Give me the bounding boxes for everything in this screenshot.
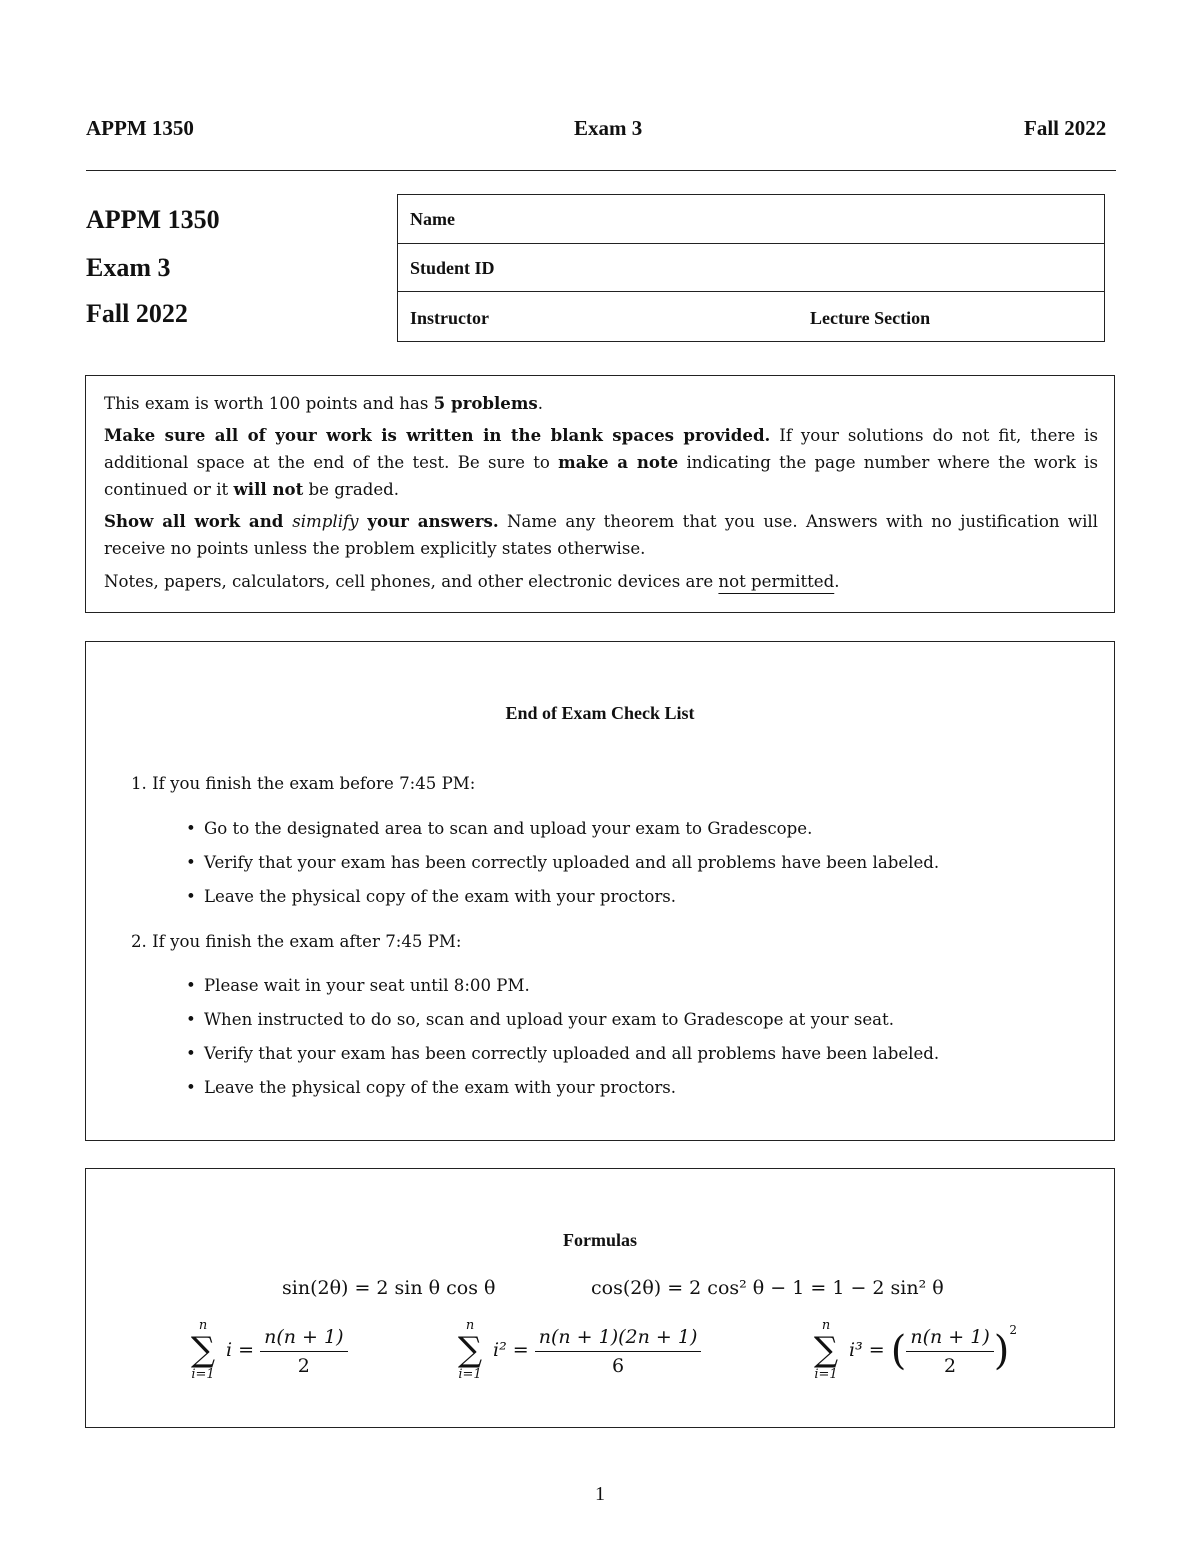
list-item: • When instructed to do so, scan and upload your exam to Gradescope at your seat.	[204, 1010, 894, 1029]
cos-double-angle-formula: cos(2θ) = 2 cos² θ − 1 = 1 − 2 sin² θ	[591, 1277, 944, 1299]
checklist-item-2: 2. If you finish the exam after 7:45 PM:	[131, 932, 462, 951]
title-exam: Exam 3	[86, 253, 171, 282]
sum-i-squared-formula: n ∑ i=1 i² = $\frac{n(n + 1)(2n + 1)}{6}$	[453, 1319, 701, 1383]
instructions-devices: Notes, papers, calculators, cell phones, and other electronic devices are not permitted.	[104, 572, 840, 591]
header-term: Fall 2022	[1024, 116, 1107, 140]
header-exam: Exam 3	[574, 116, 643, 140]
formulas-title: Formulas	[563, 1230, 637, 1250]
page-number: 1	[595, 1483, 605, 1505]
sin-double-angle-formula: sin(2θ) = 2 sin θ cos θ	[282, 1277, 496, 1299]
title-term: Fall 2022	[86, 299, 188, 328]
checklist-box	[85, 641, 1115, 1141]
instructions-box	[85, 375, 1115, 613]
instructions-work-space: Make sure all of your work is written in the blank spaces provided. If your solutions do not fit, there is additional space at the end of the test. Be sure to make a note indicating the page number where the work is continued or it will not be graded.	[104, 425, 1098, 499]
header-rule	[86, 170, 1116, 171]
title-course: APPM 1350	[86, 205, 220, 234]
list-item: • Leave the physical copy of the exam with your proctors.	[204, 887, 676, 906]
sum-i-formula: n ∑ i=1 i = $\frac{n(n + 1)}{2}$	[186, 1319, 348, 1383]
summation-sign: n ∑ i=1	[457, 1318, 483, 1382]
header-course: APPM 1350	[86, 116, 194, 140]
student-id-label: Student ID	[410, 258, 495, 278]
summation-sign: n ∑ i=1	[190, 1318, 216, 1382]
instructor-row[interactable]	[398, 291, 1104, 341]
instructions-show-work: Show all work and simplify your answers. Name any theorem that you use. Answers with no justification will receive no points unless the problem explicitly states otherwise.	[104, 511, 1098, 558]
name-label: Name	[410, 209, 455, 229]
lecture-section-label: Lecture Section	[810, 308, 931, 328]
list-item: • Please wait in your seat until 8:00 PM.	[204, 976, 530, 995]
list-item: • Verify that your exam has been correctly uploaded and all problems have been labeled.	[204, 853, 939, 872]
formulas-box	[85, 1168, 1115, 1428]
list-item: • Leave the physical copy of the exam with your proctors.	[204, 1078, 676, 1097]
list-item: • Verify that your exam has been correctly uploaded and all problems have been labeled.	[204, 1044, 939, 1063]
list-item: • Go to the designated area to scan and upload your exam to Gradescope.	[204, 819, 812, 838]
checklist-title: End of Exam Check List	[505, 703, 695, 723]
student-info-table	[397, 194, 1105, 342]
instructions-points: This exam is worth 100 points and has 5 problems.	[104, 393, 544, 413]
instructor-label: Instructor	[410, 308, 489, 328]
checklist-item-1: 1. If you finish the exam before 7:45 PM:	[131, 774, 476, 793]
student-id-row[interactable]	[398, 243, 1104, 291]
name-row[interactable]	[398, 195, 1104, 243]
sum-i-cubed-formula: n ∑ i=1 i³ = ( $\frac{n(n + 1)}{2}$ )$^2$	[809, 1319, 1017, 1383]
summation-sign: n ∑ i=1	[813, 1318, 839, 1382]
